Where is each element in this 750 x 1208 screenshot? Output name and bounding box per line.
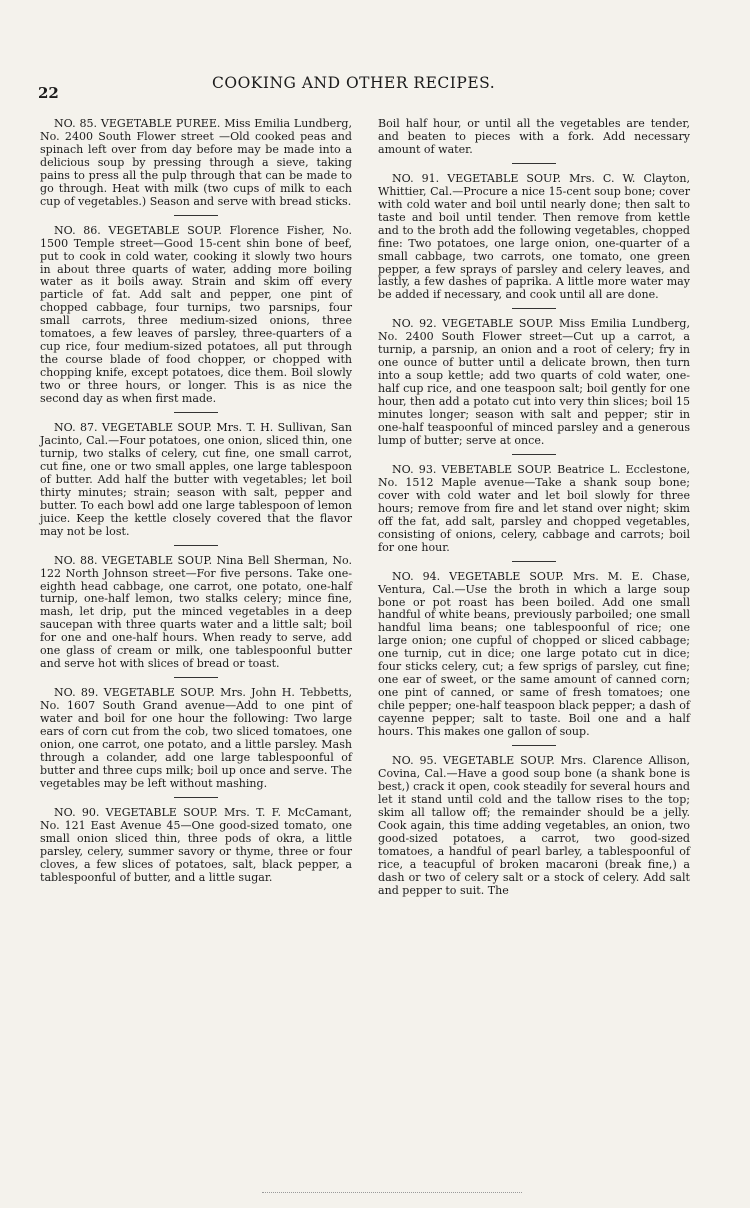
separator-rule xyxy=(512,745,556,746)
separator-rule xyxy=(174,797,218,798)
recipe-text: NO. 92. VEGETABLE SOUP. Miss Emilia Lundberg, No. 2400 South Flower street—Cut up a carrot, a turnip, a parsnip, an onion and a root of celery; fry in one ounce of butter until a delicate brown, then turn into a soup kettle; add two quarts of cold water, one-half cup rice, and one teaspoon salt; boil gently for one hour, then add a potato cut into very thin slices; boil 15 minutes longer; season with salt and pepper; stir in one-half teaspoonful of minced parsley and a generous lump of butter; serve at once. xyxy=(378,317,690,447)
recipe-93 xyxy=(378,464,690,555)
recipe-95 xyxy=(378,755,690,897)
recipe-text: NO. 88. VEGETABLE SOUP. Nina Bell Sherman, No. 122 North Johnson street—For five persons. Take one-eighth head cabbage, one carrot, one potato, one-half turnip, one-half lemon, two stalks celery; mince fine, mash, let drip, put the minced vegetables in a deep saucepan with three quarts water and a little salt; boil for one and one-half hours. When ready to serve, add one glass of cream or milk, one tablespoonful butter and serve hot with slices of bread or toast. xyxy=(40,553,352,671)
recipe-text: NO. 86. VEGETABLE SOUP. Florence Fisher, No. 1500 Temple street—Good 15-cent shin bone of beef, put to cook in cold water, cooking it slowly two hours in about three quarts of water, adding more boiling water as it boils away. Strain and skim off every particle of fat. Add salt and pepper, one pint of chopped cabbage, four turnips, two parsnips, four small carrots, three medium-sized onions, three tomatoes, a few leaves of parsley, three-quarters of a cup rice, four medium-sized potatoes, all put through the course blade of food chopper, or chopped with chopping knife, except potatoes, dice them. Boil slowly two or three hours, or longer. This is as nice the second day as when first made. xyxy=(40,223,352,406)
recipe-text: NO. 90. VEGETABLE SOUP. Mrs. T. F. McCamant, No. 121 East Avenue 45—One good-sized tomato, one small onion sliced thin, three pods of okra, a little parsley, celery, summer savory or thyme, three or four cloves, a few slices of potatoes, salt, black pepper, a tablespoonful of butter, and a little sugar. xyxy=(40,805,352,884)
left-column xyxy=(40,118,352,891)
recipe-text: NO. 93. VEBETABLE SOUP. Beatrice L. Ecclestone, No. 1512 Maple avenue—Take a shank soup bone; cover with cold water and let boil slowly for three hours; remove from fire and let stand over night; skim off the fat, add salt, parsley and chopped vegetables, consisting of onions, celery, cabbage and carrots; boil for one hour. xyxy=(378,462,690,554)
recipe-text: NO. 94. VEGETABLE SOUP. Mrs. M. E. Chase, Ventura, Cal.—Use the broth in which a large soup bone or pot roast has been boiled. Add one small handful of white beans, previously parboiled; one small handful lima beans; one tablespoonful of rice; one large onion; one cupful of chopped or sliced cabbage; one turnip, cut in dice; one large potato cut in dice; four sticks celery, cut; a few sprigs of parsley, cut fine; one ear of sweet, or the same amount of canned corn; one pint of canned, or same of fresh tomatoes; one chile pepper; one-half teaspoon black pepper; a dash of cayenne pepper; salt to taste. Boil one and a half hours. This makes one gallon of soup. xyxy=(378,569,690,739)
recipe-text: NO. 87. VEGETABLE SOUP. Mrs. T. H. Sullivan, San Jacinto, Cal.—Four potatoes, one onion, sliced thin, one turnip, two stalks of celery, cut fine, one small carrot, cut fine, one or two small apples, one large tablespoon of butter. Add half the butter with vegetables; let boil thirty minutes; strain; season with salt, pepper and butter. To each bowl add one large tablespoon of lemon juice. Keep the kettle closely covered that the flavor may not be lost. xyxy=(40,421,352,538)
recipe-text: Boil half hour, or until all the vegetables are tender, and beaten to pieces with a fork. Add necessary amount of water. xyxy=(378,117,690,156)
recipe-92 xyxy=(378,318,690,448)
recipe-87 xyxy=(40,422,352,539)
separator-rule xyxy=(174,677,218,678)
page-number: 22 xyxy=(38,84,59,102)
scan-noise xyxy=(262,1192,522,1199)
separator-rule xyxy=(512,308,556,309)
running-head: COOKING AND OTHER RECIPES. xyxy=(212,74,496,92)
recipe-94 xyxy=(378,571,690,739)
recipe-90-continued xyxy=(378,118,690,157)
separator-rule xyxy=(174,412,218,413)
recipe-text: NO. 95. VEGETABLE SOUP. Mrs. Clarence Allison, Covina, Cal.—Have a good soup bone (a shank bone is best,) crack it open, cook steadily for several hours and let it stand until cold and the tallow rises to the top; skim all tallow off; the remainder should be a jelly. Cook again, this time adding vegetables, an onion, two good-sized potatoes, a carrot, two good-sized tomatoes, a handful of pearl barley, a tablespoonful of rice, a teacupful of broken macaroni (break fine,) a dash or two of celery salt or a stock of celery. Add salt and pepper to suit. The xyxy=(378,753,690,897)
recipe-text: NO. 89. VEGETABLE SOUP. Mrs. John H. Tebbetts, No. 1607 South Grand avenue—Add to one pint of water and boil for one hour the following: Two large ears of corn cut from the cob, two sliced tomatoes, one onion, one carrot, one potato, and a little parsley. Mash through a colander, add one large tablespoonful of butter and three cups milk; boil up once and serve. The vegetables may be left without mashing. xyxy=(40,686,352,790)
recipe-88 xyxy=(40,555,352,672)
separator-rule xyxy=(174,215,218,216)
separator-rule xyxy=(512,561,556,562)
separator-rule xyxy=(512,454,556,455)
recipe-text: NO. 85. VEGETABLE PUREE. Miss Emilia Lundberg, No. 2400 South Flower street —Old cooked peas and spinach left over from day before may be made into a delicious soup by pressing through a sieve, taking pains to press all the pulp through that can be made to go through. Heat with milk (two cups of milk to each cup of vegetables.) Season and serve with bread sticks. xyxy=(40,117,352,208)
recipe-text: NO. 91. VEGETABLE SOUP. Mrs. C. W. Clayton, Whittier, Cal.—Procure a nice 15-cent soup bone; cover with cold water and boil until nearly done; then salt to taste and boil until tender. Then remove from kettle and to the broth add the following vegetables, chopped fine: Two potatoes, one large onion, one-quarter of a small cabbage, two carrots, one tomato, one green pepper, a few sprays of parsley and celery leaves, and lastly, a few dashes of paprika. A little more water may be added if necessary, and cook until all are done. xyxy=(378,171,690,302)
recipe-90 xyxy=(40,807,352,885)
separator-rule xyxy=(174,545,218,546)
recipe-86 xyxy=(40,225,352,406)
recipe-89 xyxy=(40,687,352,791)
recipe-91 xyxy=(378,173,690,303)
separator-rule xyxy=(512,163,556,164)
recipe-85 xyxy=(40,118,352,209)
right-column xyxy=(378,118,690,903)
